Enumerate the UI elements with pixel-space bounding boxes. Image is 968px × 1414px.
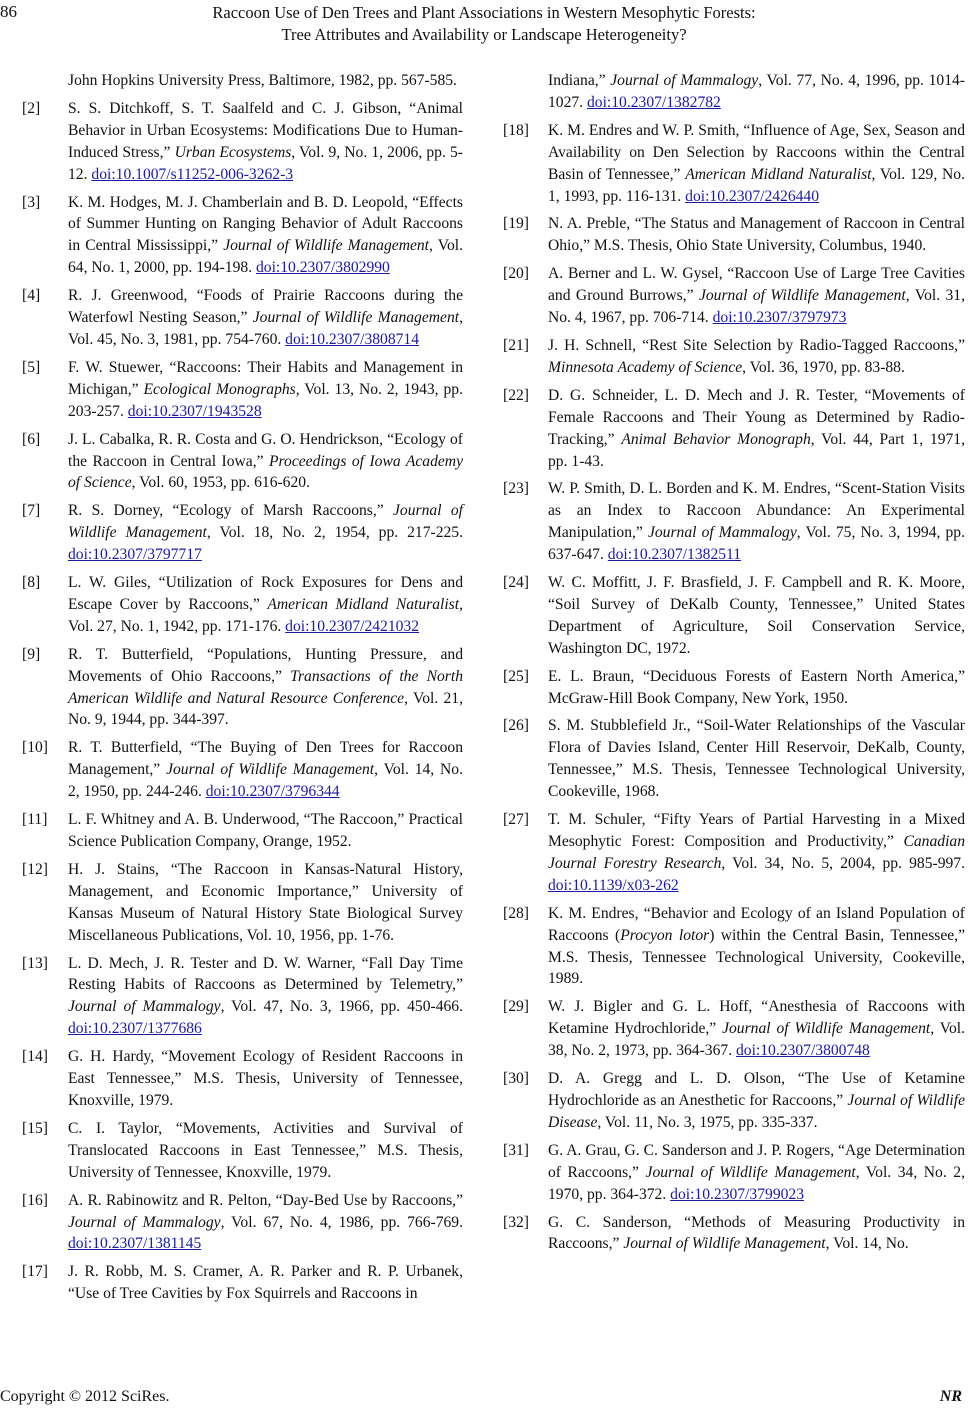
reference-number: [19] — [503, 215, 529, 233]
reference-text — [68, 859, 463, 947]
reference-segment: , Vol. 36, 1970, pp. 83-88. — [742, 358, 905, 376]
journal-title: Minnesota Academy of Science — [548, 358, 743, 376]
reference-entry — [22, 809, 463, 853]
reference-text — [68, 1118, 463, 1184]
journal-title: Proceedings of Iowa Academy of Science — [68, 452, 463, 492]
reference-number: [29] — [503, 998, 529, 1016]
reference-segment: Vol. 13, No. 2, 1943, pp. 203-257. — [68, 380, 464, 420]
reference-text — [68, 644, 463, 732]
reference-number: [17] — [22, 1263, 48, 1281]
reference-segment: G. C. Sanderson, “Methods of Measuring Productivity in Raccoons,” — [548, 1213, 965, 1253]
reference-segment: W. J. Bigler and G. L. Hoff, “Anesthesia of Raccoons with Ketamine Hydrochloride,” — [548, 998, 965, 1038]
reference-segment: R. S. Dorney, “Ecology of Marsh Raccoons,” — [68, 502, 394, 520]
reference-segment: J. R. Robb, M. S. Cramer, A. R. Parker and R. P. Urbanek, “Use of Tree Cavities by Fox Squirrels and Raccoons in — [68, 1263, 463, 1303]
reference-entry — [22, 285, 463, 351]
reference-segment: , Vol. 60, 1953, pp. 616-620. — [131, 474, 310, 492]
reference-entry — [22, 737, 463, 803]
page-number: 86 — [0, 2, 17, 21]
journal-title: Journal of Mammalogy — [68, 998, 221, 1016]
journal-title: Canadian Journal Forestry Research — [548, 833, 965, 872]
reference-entry — [503, 572, 965, 660]
reference-segment: John Hopkins University Press, Baltimore, 1982, pp. 567-585. — [68, 72, 457, 89]
journal-title: Ecological Monographs, — [143, 380, 300, 398]
reference-entry — [503, 213, 965, 257]
reference-segment: A. R. Rabinowitz and R. Pelton, “Day-Bed Use by Raccoons,” — [68, 1191, 463, 1209]
reference-entry — [22, 192, 463, 280]
journal-title: Journal of Wildlife Disease — [548, 1091, 965, 1131]
reference-entry — [503, 1140, 965, 1206]
reference-segment: , Vol. 45, No. 3, 1981, pp. 754-760. — [68, 309, 463, 348]
reference-text — [68, 737, 463, 803]
reference-segment: S. S. Ditchkoff, S. T. Saalfeld and C. J. Gibson, “Animal Behavior in Urban Ecosystems: Modifications Due to Human-Induced Stress,” — [68, 99, 463, 161]
reference-segment: A. Berner and L. W. Gysel, “Raccoon Use of Large Tree Cavities and Ground Burrows,” — [548, 265, 965, 305]
running-title-line1: Raccoon Use of Den Trees and Plant Associations in Western Mesophytic Forests: — [212, 3, 756, 22]
reference-number: [7] — [22, 502, 41, 520]
reference-number: [13] — [22, 954, 48, 972]
reference-number: [2] — [22, 99, 41, 117]
reference-number: [3] — [22, 193, 41, 211]
reference-entry — [22, 357, 463, 423]
doi-link[interactable]: doi:10.2307/1943528 — [127, 402, 262, 420]
journal-title: Transactions of the North American Wildlife and Natural Resource Conference — [68, 667, 463, 707]
reference-text — [548, 478, 965, 566]
reference-number: [21] — [503, 336, 529, 354]
reference-number: [27] — [503, 811, 529, 829]
reference-text — [548, 1212, 965, 1256]
reference-number: [25] — [503, 667, 529, 685]
doi-link[interactable]: doi:10.2307/3796344 — [205, 783, 340, 801]
reference-text — [68, 285, 463, 351]
reference-segment: G. A. Grau, G. C. Sanderson and J. P. Rogers, “Age Determination of Raccoons,” — [548, 1141, 965, 1181]
journal-title: American Midland Naturalist — [267, 595, 460, 613]
reference-segment: , Vol. 21, No. 9, 1944, pp. 344-397. — [68, 689, 464, 729]
reference-number: [28] — [503, 904, 529, 922]
reference-segment: R. T. Butterfield, “Populations, Hunting Pressure, and Movements of Ohio Raccoons,” — [68, 645, 463, 685]
doi-link[interactable]: doi:10.1007/s11252-006-3262-3 — [91, 165, 294, 183]
reference-segment: , Vol. 67, No. 4, 1986, pp. 766-769. — [220, 1213, 464, 1231]
reference-number: [18] — [503, 121, 529, 139]
reference-segment: H. J. Stains, “The Raccoon in Kansas-Natural History, Management, and Economic Importance,” University of Kansas Museum of Natural History State Biological Survey Miscellaneous Publications, Vol. 10, 1956, pp. 1-76. — [68, 860, 463, 944]
reference-number: [14] — [22, 1048, 48, 1066]
doi-link[interactable]: doi:10.2307/2426440 — [685, 187, 820, 205]
journal-title: Urban Ecosystems — [174, 143, 292, 161]
reference-number: [9] — [22, 645, 41, 663]
journal-title: Journal of Wildlife Management — [645, 1163, 856, 1181]
reference-segment: N. A. Preble, “The Status and Management of Raccoon in Central Ohio,” M.S. Thesis, Ohio State University, Columbus, 1940. — [548, 215, 965, 255]
reference-text — [68, 1046, 463, 1112]
doi-link[interactable]: doi:10.2307/3797717 — [68, 546, 202, 564]
reference-text — [68, 70, 463, 92]
doi-link[interactable]: doi:10.2307/3802990 — [256, 259, 390, 277]
reference-segment: L. W. Giles, “Utilization of Rock Exposures for Dens and Escape Cover by Raccoons,” — [68, 574, 463, 613]
reference-text — [548, 1140, 965, 1206]
reference-segment: K. M. Endres and W. P. Smith, “Influence of Age, Sex, Season and Availability on Den Selection by Raccoons within the Central Basin of Tennessee,” — [548, 121, 965, 183]
reference-text — [68, 809, 463, 853]
reference-segment: K. M. Hodges, M. J. Chamberlain and B. D. Leopold, “Effects of Summer Hunting on Ranging Behavior of Adult Raccoons in Central Mississippi,” — [68, 193, 463, 255]
reference-text — [548, 715, 965, 803]
reference-segment: R. T. Butterfield, “The Buying of Den Trees for Raccoon Management,” — [68, 739, 463, 779]
reference-text — [548, 213, 965, 257]
reference-number: [26] — [503, 717, 529, 735]
copyright-notice: Copyright © 2012 SciRes. — [0, 1388, 170, 1405]
reference-entry — [503, 903, 965, 991]
reference-entry — [22, 859, 463, 947]
journal-title: Journal of Wildlife Management — [68, 502, 463, 542]
references-left-column — [22, 70, 463, 1311]
reference-entry — [503, 335, 965, 379]
reference-entry — [503, 1068, 965, 1134]
journal-title: Journal of Mammalogy — [68, 1213, 221, 1231]
reference-number: [30] — [503, 1070, 529, 1088]
reference-text — [68, 1190, 463, 1256]
reference-number: [4] — [22, 287, 41, 305]
reference-number: [23] — [503, 480, 529, 498]
reference-entry — [503, 478, 965, 566]
journal-title: Journal of Wildlife Management — [166, 761, 375, 779]
doi-link[interactable]: doi:10.2307/3797973 — [712, 309, 847, 327]
reference-entry — [22, 1046, 463, 1112]
reference-segment: D. A. Gregg and L. D. Olson, “The Use of Ketamine Hydrochloride as an Anesthetic for Raccoons,” — [548, 1070, 965, 1109]
doi-link[interactable]: doi:10.2307/3800748 — [736, 1042, 870, 1060]
reference-segment: S. M. Stubblefield Jr., “Soil-Water Relationships of the Vascular Flora of Davies Island, Center Hill Reservoir, DeKalb, County, Tennessee,” M.S. Thesis, Tennessee Technological University, Cookeville, 1968. — [548, 717, 965, 801]
doi-link[interactable]: doi:10.2307/1381145 — [68, 1235, 202, 1253]
reference-segment: L. D. Mech, J. R. Tester and D. W. Warner, “Fall Day Time Resting Habits of Raccoons as Determined by Telemetry,” — [68, 954, 463, 994]
reference-segment: , Vol. 44, Part 1, 1971, pp. 1-43. — [548, 430, 965, 470]
reference-text — [68, 500, 463, 566]
reference-text — [548, 263, 965, 329]
reference-segment: , Vol. 27, No. 1, 1942, pp. 171-176. — [68, 595, 463, 635]
reference-number: [32] — [503, 1213, 529, 1231]
reference-text — [548, 385, 965, 473]
reference-text — [548, 996, 965, 1062]
reference-entry — [22, 98, 463, 186]
journal-title: Journal of Wildlife Management — [223, 237, 430, 255]
reference-segment: , Vol. 75, No. 3, 1994, pp. 637-647. — [548, 524, 966, 564]
reference-segment: , Vol. 34, No. 2, 1970, pp. 364-372. — [548, 1163, 966, 1203]
reference-entry — [503, 666, 965, 710]
reference-text — [68, 357, 463, 423]
journal-title: Journal of Wildlife Management — [698, 287, 906, 305]
reference-segment: C. I. Taylor, “Movements, Activities and Survival of Translocated Raccoons in East Tennessee,” M.S. Thesis, University of Tennessee, Knoxville, 1979. — [68, 1119, 463, 1181]
reference-entry — [503, 263, 965, 329]
reference-text — [548, 1068, 965, 1134]
reference-entry — [503, 385, 965, 473]
reference-entry — [22, 500, 463, 566]
reference-text — [548, 335, 965, 379]
reference-segment: L. F. Whitney and A. B. Underwood, “The Raccoon,” Practical Science Publication Company, Orange, 1952. — [68, 811, 463, 850]
reference-entry — [22, 572, 463, 638]
reference-segment: W. C. Moffitt, J. F. Brasfield, J. F. Campbell and R. K. Moore, “Soil Survey of DeKalb County, Tennessee,” United States Department of Agriculture, Soil Conservation Service, Washington DC, 1972. — [548, 574, 965, 657]
reference-number: [12] — [22, 860, 48, 878]
journal-title: Procyon lotor — [620, 926, 710, 944]
reference-text — [68, 572, 463, 638]
reference-entry — [22, 953, 463, 1041]
reference-segment: F. W. Stuewer, “Raccoons: Their Habits and Management in Michigan,” — [68, 358, 463, 398]
references-right-column — [503, 70, 965, 1261]
reference-segment: , Vol. 38, No. 2, 1973, pp. 364-367. — [548, 1020, 965, 1060]
reference-segment: , Vol. 11, No. 3, 1975, pp. 335-337. — [597, 1113, 818, 1131]
doi-link[interactable]: doi:10.2307/1377686 — [68, 1020, 202, 1038]
reference-entry — [503, 120, 965, 208]
reference-number: [15] — [22, 1119, 48, 1137]
reference-segment: Indiana,” — [548, 72, 611, 89]
reference-text — [68, 953, 463, 1041]
reference-text — [548, 809, 965, 897]
reference-entry — [22, 1190, 463, 1256]
reference-number: [5] — [22, 358, 41, 376]
reference-text — [548, 572, 965, 660]
reference-number: [24] — [503, 574, 529, 592]
reference-number: [8] — [22, 574, 41, 592]
reference-segment: , Vol. 64, No. 1, 2000, pp. 194-198. — [68, 237, 463, 277]
journal-title: Journal of Wildlife Management — [623, 1235, 826, 1253]
reference-text — [68, 1261, 463, 1305]
reference-number: [6] — [22, 430, 41, 448]
running-title-line2: Tree Attributes and Availability or Landscape Heterogeneity? — [281, 25, 687, 44]
doi-link[interactable]: doi:10.2307/3808714 — [285, 330, 420, 348]
reference-number: [10] — [22, 739, 48, 757]
reference-number: [16] — [22, 1191, 48, 1209]
reference-text — [68, 192, 463, 280]
reference-segment: , Vol. 129, No. 1, 1993, pp. 116-131. — [548, 165, 965, 205]
reference-segment: , Vol. 14, No. — [825, 1235, 909, 1253]
reference-segment: D. G. Schneider, L. D. Mech and J. R. Tester, “Movements of Female Raccoons and Their Young as Determined by Radio-Tracking,” — [548, 386, 965, 448]
reference-segment: , Vol. 14, No. 2, 1950, pp. 244-246. — [68, 761, 463, 801]
reference-segment: , Vol. 31, No. 4, 1967, pp. 706-714. — [548, 287, 966, 327]
doi-link[interactable]: doi:10.1139/x03-262 — [548, 876, 679, 894]
reference-segment: , Vol. 34, No. 5, 2004, pp. 985-997. — [721, 854, 966, 872]
reference-text — [548, 120, 965, 208]
doi-link[interactable]: doi:10.2307/3799023 — [670, 1185, 805, 1203]
reference-text — [548, 70, 965, 114]
reference-segment: K. M. Endres, “Behavior and Ecology of an Island Population of Raccoons ( — [548, 904, 965, 944]
reference-entry — [503, 996, 965, 1062]
reference-text — [68, 429, 463, 495]
reference-entry — [503, 715, 965, 803]
reference-entry — [503, 70, 965, 114]
journal-title: Animal Behavior Monograph — [621, 430, 811, 448]
reference-segment: , Vol. 18, No. 2, 1954, pp. 217-225. — [206, 524, 463, 542]
journal-title: Journal of Wildlife Management — [722, 1020, 931, 1038]
reference-text — [548, 903, 965, 991]
reference-text — [68, 98, 463, 186]
reference-segment: T. M. Schuler, “Fifty Years of Partial Harvesting in a Mixed Mesophytic Forest: Composition and Productivity,” — [548, 811, 965, 850]
reference-segment: J. H. Schnell, “Rest Site Selection by Radio-Tagged Raccoons,” — [548, 336, 965, 354]
reference-entry — [22, 1261, 463, 1305]
reference-entry — [503, 809, 965, 897]
doi-link[interactable]: doi:10.2307/1382511 — [607, 546, 742, 564]
reference-entry — [22, 644, 463, 732]
journal-abbrev: NR — [939, 1388, 962, 1405]
reference-segment: W. P. Smith, D. L. Borden and K. M. Endres, “Scent-Station Visits as an Index to Raccoon Abundance: An Experimental Manipulation,” — [548, 480, 965, 542]
reference-text — [548, 666, 965, 710]
reference-segment: , Vol. 77, No. 4, 1996, pp. 1014-1027. — [548, 72, 966, 111]
reference-entry — [22, 70, 463, 92]
reference-number: [20] — [503, 265, 529, 283]
reference-entry — [503, 1212, 965, 1256]
reference-segment: ) within the Central Basin, Tennessee,” M.S. Thesis, Tennessee Technological University, Cookeville, 1989. — [548, 926, 965, 988]
doi-link[interactable]: doi:10.2307/1382782 — [586, 93, 721, 111]
reference-segment: , Vol. 47, No. 3, 1966, pp. 450-466. — [220, 998, 464, 1016]
reference-segment: R. J. Greenwood, “Foods of Prairie Raccoons during the Waterfowl Nesting Season,” — [68, 287, 463, 327]
reference-segment: , Vol. 9, No. 1, 2006, pp. 5-12. — [68, 143, 463, 183]
journal-title: Journal of Wildlife Management — [252, 309, 460, 327]
journal-title: Journal of Mammalogy — [610, 72, 759, 89]
reference-segment: G. H. Hardy, “Movement Ecology of Resident Raccoons in East Tennessee,” M.S. Thesis, University of Tennessee, Knoxville, 1979. — [68, 1048, 463, 1109]
reference-segment: J. L. Cabalka, R. R. Costa and G. O. Hendrickson, “Ecology of the Raccoon in Central Iowa,” — [68, 430, 463, 470]
doi-link[interactable]: doi:10.2307/2421032 — [285, 617, 420, 635]
journal-title: Journal of Mammalogy — [647, 524, 797, 542]
reference-segment: E. L. Braun, “Deciduous Forests of Eastern North America,” McGraw-Hill Book Company, New York, 1950. — [548, 667, 965, 707]
reference-number: [31] — [503, 1141, 529, 1159]
reference-entry — [22, 1118, 463, 1184]
reference-entry — [22, 429, 463, 495]
journal-title: American Midland Naturalist — [685, 165, 872, 183]
reference-number: [11] — [22, 811, 48, 829]
reference-number: [22] — [503, 386, 529, 404]
